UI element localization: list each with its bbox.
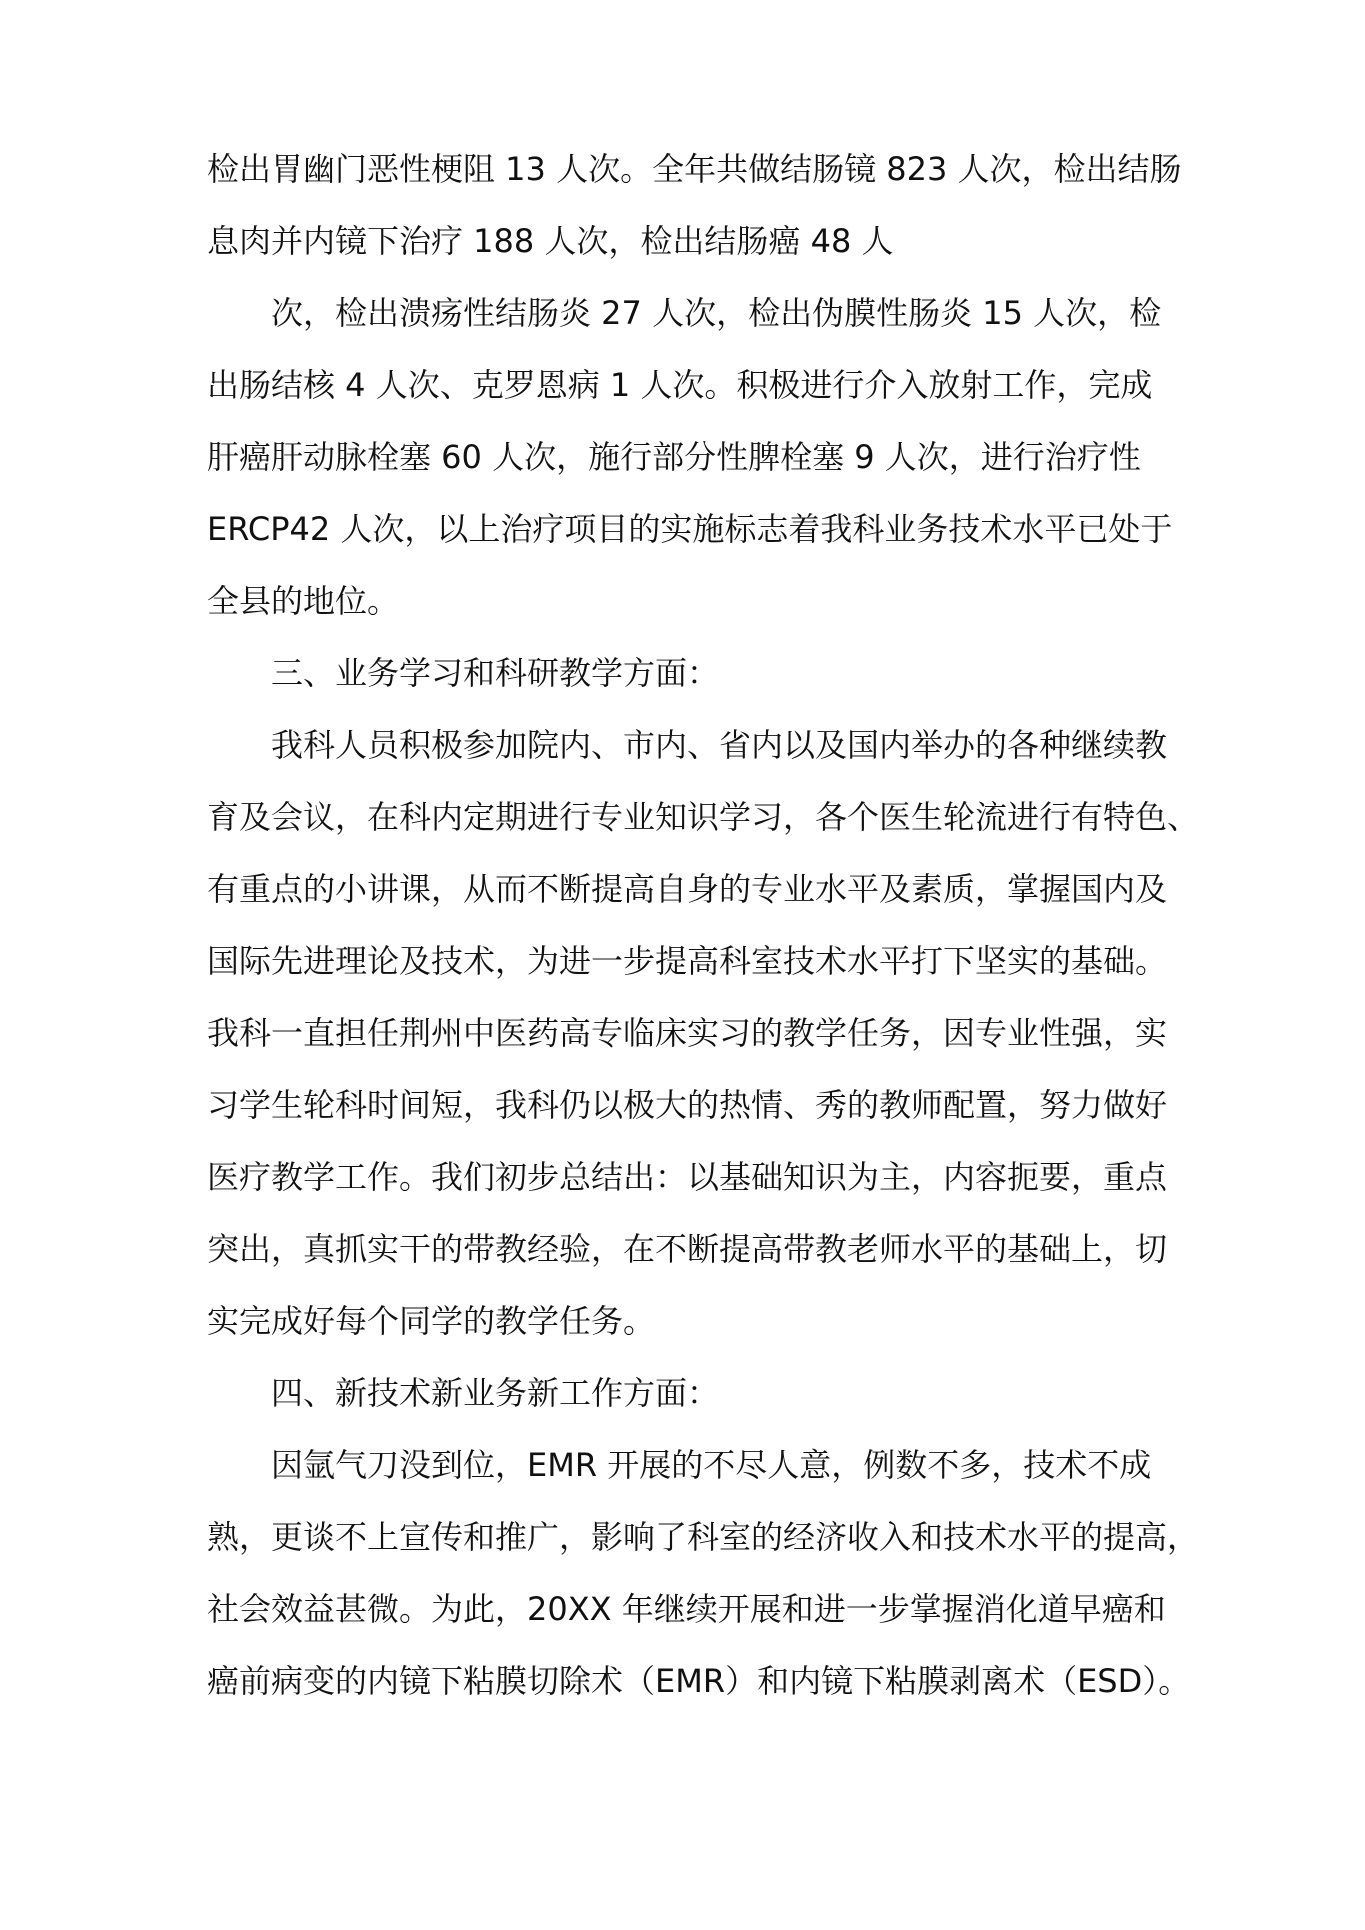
text-line: 突出，真抓实干的带教经验，在不断提高带教老师水平的基础上，切 xyxy=(207,1230,1168,1268)
text-line: 检出胃幽门恶性梗阻 13 人次。全年共做结肠镜 823 人次，检出结肠 xyxy=(207,150,1182,188)
text-line: 社会效益甚微。为此，20XX 年继续开展和进一步掌握消化道早癌和 xyxy=(207,1590,1166,1628)
text-line: 熟，更谈不上宣传和推广，影响了科室的经济收入和技术水平的提高， xyxy=(207,1518,1200,1556)
document-body xyxy=(207,133,1200,1717)
section-heading: 三、业务学习和科研教学方面： xyxy=(271,654,720,692)
text-line: 实完成好每个同学的教学任务。 xyxy=(207,1302,656,1340)
text-line: 次，检出溃疡性结肠炎 27 人次，检出伪膜性肠炎 15 人次，检 xyxy=(271,294,1162,332)
text-line: 全县的地位。 xyxy=(207,582,400,620)
text-line: 我科人员积极参加院内、市内、省内以及国内举办的各种继续教 xyxy=(271,726,1168,764)
text-line: 国际先进理论及技术，为进一步提高科室技术水平打下坚实的基础。 xyxy=(207,942,1168,980)
section-heading: 四、新技术新业务新工作方面： xyxy=(271,1374,720,1412)
text-line: 出肠结核 4 人次、克罗恩病 1 人次。积极进行介入放射工作，完成 xyxy=(207,366,1153,404)
text-line: 因氩气刀没到位，EMR 开展的不尽人意，例数不多，技术不成 xyxy=(271,1446,1152,1484)
text-line: 育及会议，在科内定期进行专业知识学习，各个医生轮流进行有特色、 xyxy=(207,798,1200,836)
text-line: 习学生轮科时间短，我科仍以极大的热情、秀的教师配置，努力做好 xyxy=(207,1086,1168,1124)
text-line: 癌前病变的内镜下粘膜切除术（EMR）和内镜下粘膜剥离术（ESD）。 xyxy=(207,1662,1191,1700)
text-line: 我科一直担任荆州中医药高专临床实习的教学任务，因专业性强，实 xyxy=(207,1014,1168,1052)
text-line: 肝癌肝动脉栓塞 60 人次，施行部分性脾栓塞 9 人次，进行治疗性 xyxy=(207,438,1141,476)
text-line: ERCP42 人次，以上治疗项目的实施标志着我科业务技术水平已处于 xyxy=(207,510,1173,548)
text-line: 息肉并内镜下治疗 188 人次，检出结肠癌 48 人 xyxy=(207,222,894,260)
text-line: 医疗教学工作。我们初步总结出：以基础知识为主，内容扼要，重点 xyxy=(207,1158,1168,1196)
text-line: 有重点的小讲课，从而不断提高自身的专业水平及素质，掌握国内及 xyxy=(207,870,1168,908)
